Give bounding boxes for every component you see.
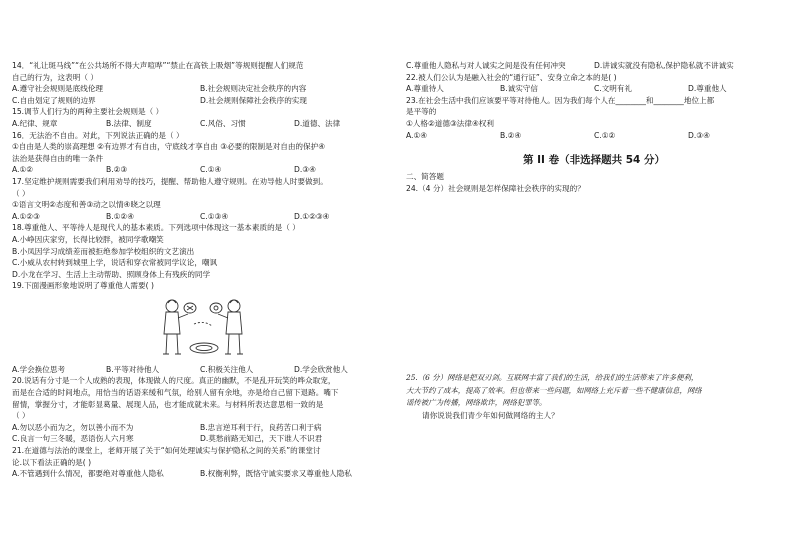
option: B.法律、制度 bbox=[106, 118, 152, 128]
option: D.尊重他人 bbox=[688, 84, 727, 94]
question-15-options bbox=[12, 118, 388, 130]
question-20-line: 而是在合适的时间地点，用恰当的话语来缓和气氛，给别人留有余地，亦是给自己留下退路。嘴下 bbox=[12, 388, 339, 398]
section-subtitle: 二、简答题 bbox=[406, 172, 444, 182]
option: A.不管遇到什么情况，都要绝对尊重他人隐私 bbox=[12, 469, 164, 479]
answer-space bbox=[406, 194, 782, 372]
question-20-options bbox=[12, 422, 388, 434]
question-18-option: A.小峥因庆家穷，长得比较胖，被同学歌嘲笑 bbox=[12, 234, 164, 244]
question-18-line: 18.尊重他人、平等待人是现代人的基本素质。下列选项中体现这一基本素质的是（ ） bbox=[12, 223, 300, 233]
option: C.自由划定了规则的边界 bbox=[12, 95, 96, 105]
option: B.①②④ bbox=[106, 211, 135, 221]
question-23-options bbox=[406, 130, 782, 142]
question-17-line: ①语言文明②态度和善③动之以情④晓之以理 bbox=[12, 200, 161, 210]
question-17-options bbox=[12, 211, 388, 223]
question-25-line: 25.（6 分）网络是把双刃剑。互联网丰富了我们的生活，给我们的生活带来了许多便利， bbox=[406, 373, 699, 383]
question-20-options bbox=[12, 433, 388, 445]
question-17-line: （ ） bbox=[12, 188, 30, 198]
option: C.风俗、习惯 bbox=[200, 118, 246, 128]
option: D.学会欣赏他人 bbox=[294, 364, 348, 374]
option: C.①② bbox=[594, 130, 616, 140]
option: C.①③④ bbox=[200, 211, 229, 221]
question-23-line: 23.在社会生活中我们应该要平等对待他人。因为我们每个人在________和________地位上都 bbox=[406, 95, 715, 105]
option: C.尊重他人隐私与对人诚实之间是没有任何冲突 bbox=[406, 61, 566, 70]
option: B.社会规则决定社会秩序的内容 bbox=[200, 84, 307, 94]
question-18-option: B.小凤因学习成绩差而被拒绝参加学校组织的文艺演出 bbox=[12, 246, 195, 256]
question-16-line: ①自由是人类的崇高理想 ②有边界才有自由，守底线才享自由 ③必要的限制是对自由的保护④ bbox=[12, 142, 326, 152]
option: C.良言一句三冬暖，恶语伤人六月寒 bbox=[12, 434, 134, 444]
question-19: 19.下面漫画形象地说明了尊重他人需要( ) bbox=[12, 281, 154, 291]
question-14-options bbox=[12, 95, 388, 107]
option: B.②③ bbox=[106, 165, 128, 175]
question-14-line: 自己的行为，这表明（ ） bbox=[12, 72, 98, 82]
question-22-options bbox=[406, 83, 782, 95]
question-25-line: 大大节约了成本，提高了效率。但也带来一些问题，如网络上充斥着一些不健康信息，网络 bbox=[406, 385, 702, 395]
option: D.社会规则保障社会秩序的实现 bbox=[200, 95, 307, 105]
question-15: 15.调节人们行为的两种主要社会规则是（ ） bbox=[12, 107, 164, 117]
question-14-options bbox=[12, 83, 388, 95]
option: B.诚实守信 bbox=[500, 84, 538, 94]
option: C.积极关注他人 bbox=[200, 364, 254, 374]
option: C.①④ bbox=[200, 165, 222, 175]
question-16-line: 16．无法治不自由。对此，下列说法正确的是（ ） bbox=[12, 130, 184, 140]
option: B.权衡利弊，既恪守诚实要求又尊重他人隐私 bbox=[200, 469, 352, 479]
option: A.遵守社会规则是底线伦理 bbox=[12, 84, 104, 94]
question-17-line: 17.坚定维护规则需要我们利用劝导的技巧，提醒、帮助他人遵守规则。在劝导他人时要做到。 bbox=[12, 176, 328, 186]
option: B.平等对待他人 bbox=[106, 364, 160, 374]
question-18-option: D.小龙在学习、生活上主动帮助、照顾身体上有残疾的同学 bbox=[12, 269, 211, 279]
question-20-line: （ ） bbox=[12, 411, 30, 421]
option: B.忠言逆耳利于行，良药苦口利于病 bbox=[200, 422, 322, 432]
option: D.道德、法律 bbox=[294, 118, 341, 128]
option: A.勿以恶小而为之，勿以善小而不为 bbox=[12, 422, 134, 432]
option: D.莫愁前路无知己，天下谁人不识君 bbox=[200, 434, 323, 444]
question-14-line: 14．“礼让斑马线”“在公共场所不得大声喧哗”“禁止在高铁上吸烟”等规则提醒人们规范 bbox=[12, 61, 304, 70]
question-21-line: 21.在道德与法治的课堂上，老师开展了关于“如何处理诚实与保护隐私之间的关系”的课堂讨 bbox=[12, 446, 321, 456]
cartoon-image bbox=[158, 294, 250, 360]
question-20-line: 留情，掌握分寸，才能彰显葛量、展现人品，也才能成就未来。与材料所表达意思相一致的是 bbox=[12, 399, 324, 409]
option: A.①② bbox=[12, 165, 34, 175]
question-24: 24.（4 分）社会规则是怎样保障社会秩序的实现的？ bbox=[406, 183, 585, 193]
option: D.③④ bbox=[294, 165, 316, 175]
left-column bbox=[12, 60, 388, 480]
option: D.③④ bbox=[688, 130, 710, 140]
question-21-options bbox=[12, 468, 388, 480]
question-25-prompt: 请你说说我们青少年如何做网络的主人？ bbox=[422, 410, 559, 420]
right-column bbox=[406, 60, 782, 421]
question-23-line: 是平等的 bbox=[406, 107, 437, 117]
question-20-line: 20.说话有分寸是一个人成熟的表现，体现做人的尺度。真正的幽默，不是乱开玩笑的哗众取宠， bbox=[12, 376, 336, 386]
question-25-line: 谣传被广为传播，网络欺诈，网络犯罪等。 bbox=[406, 398, 547, 408]
question-22: 22.被人们公认为是融入社会的“通行证”、安身立命之本的是( ) bbox=[406, 72, 617, 82]
option: A.①②③ bbox=[12, 211, 40, 221]
option: A.纪律、规章 bbox=[12, 118, 58, 128]
option: B.②④ bbox=[500, 130, 522, 140]
option: D.讲诚实就没有隐私,保护隐私就不讲诚实 bbox=[594, 61, 734, 70]
option: A.①④ bbox=[406, 130, 428, 140]
question-21-line: 论.以下看法正确的是( ) bbox=[12, 457, 92, 467]
question-19-options bbox=[12, 364, 388, 376]
question-18-option: C.小威从农村转到城里上学，说话和穿衣常被同学议论，嘲讽 bbox=[12, 258, 218, 268]
option: C.文明有礼 bbox=[594, 84, 633, 94]
question-23-line: ①人格②道德③法律④权利 bbox=[406, 118, 494, 128]
option: D.①②③④ bbox=[294, 211, 330, 221]
option: A.尊重待人 bbox=[406, 84, 444, 94]
question-21-options-cont bbox=[406, 60, 782, 72]
question-16-line: 法治是获得自由的唯一条件 bbox=[12, 153, 104, 163]
question-16-options bbox=[12, 164, 388, 176]
section-title: 第 II 卷（非选择题共 54 分） bbox=[522, 154, 666, 167]
option: A.学会换位思考 bbox=[12, 364, 66, 374]
